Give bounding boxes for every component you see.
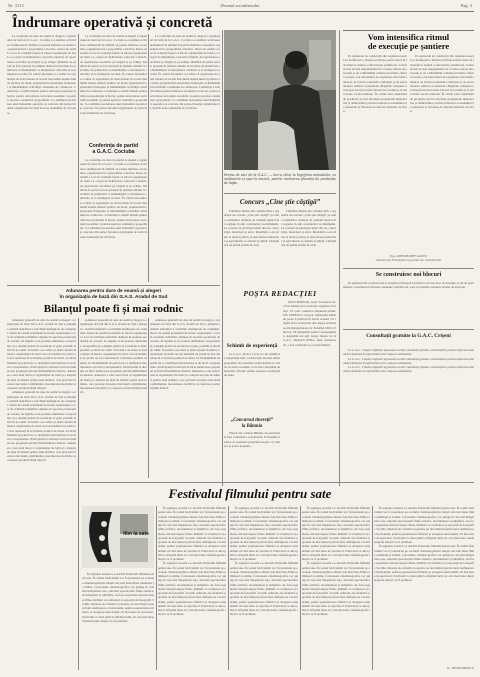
header-rule xyxy=(6,11,474,12)
article-body-music: Tinerii din comuna Bătania au participat la faza comunală a concursului. Formațiile artistice au prezentat programe bogate, cu cântece și jocuri populare. xyxy=(224,431,280,448)
column-rule xyxy=(78,318,79,670)
festival-poster xyxy=(82,506,154,568)
article-photo-farm xyxy=(224,30,336,170)
poster-text: film la sate xyxy=(123,531,149,537)
column-rule xyxy=(148,318,149,478)
article-body-contest-col2: Căminul cultural din comuna Șiria a organizat un concurs „Cine știe câștigă” pe tema realizărilor obținute de oamenii muncii din regiune în anii construcției socialismului. La concurs au participat tineri din sat, colectiviști, muncitori și elevi. Întrebările s-au referit la istoria patriei, la dezvoltarea industriei și agriculturii, la cultură și știință. Câștigătorii au primit premii în cărți. xyxy=(281,209,336,247)
article-body-balance-col1: Adunarea generală de dare de seamă și alegeri a organizației de bază din G.A.S. Aradul de Sud a prilejuit o analiză temeinică a activității desfășurate de comuniști. Darea de seamă prezentată de biroul organizației a scos în evidență realizările obținute în sporirea producției de cereale, de legume și de produse animaliere. Gospodăria și-a depășit planul de producție la grâu, porumb și sfeclă de zahăr. Totodată s-au arătat și unele lipsuri în munca organizației de bază: nu toți membrii de partid au fost antrenați în activitatea politică de masă, iar învățământul de partid nu s-a desfășurat întotdeauna la un nivel corespunzător. Participanții la discuții au făcut numeroase propuneri privind îmbunătățirea muncii. Adunarea a ales noul birou al organizației de bază și a adoptat un plan de măsuri pentru anul următor, care prevede folosirea mai bună a pământului, mecanizarea lucrărilor și creșterea productivității muncii. Adunarea generală de dare de seamă și alegeri a organizației de bază din G.A.S. Aradul de Sud a prilejuit o analiză temeinică a activității desfășurate de comuniști. Darea de seamă prezentată de biroul organizației a scos în evidență realizările obținute în sporirea producției de cereale, de legume și de produse animaliere. Gospodăria și-a depășit planul de producție la grâu, porumb și sfeclă de zahăr. Totodată s-au arătat și unele lipsuri în munca organizației de bază: nu toți membrii de partid au fost antrenați în activitatea politică de masă, iar învățământul de partid nu s-a desfășurat întotdeauna la un nivel corespunzător. Participanții la discuții au făcut numeroase propuneri privind îmbunătățirea muncii. Adunarea a ales noul birou al organizației de bază și a adoptat un plan de măsuri pentru anul următor, care prevede folosirea mai bună a pământului, mecanizarea lucrărilor și creșterea productivității muncii. xyxy=(7,318,76,463)
column-rule xyxy=(300,506,301,670)
section-rule xyxy=(224,193,336,194)
column-rule xyxy=(78,34,79,282)
section-rule xyxy=(80,482,474,483)
article-body-festival-col5: În regiunea noastră s-a deschis Festivalul filmului pentru sate. În cadrul festivalului vor fi prezentate pe ecranele cinematografelor sătești cele mai bune filme românești și străine. Caravanele cinematografice vor ajunge în cele mai îndepărtate sate, aducând spectatorilor filme artistice, documentare și științifice. Au fost organizate discuții despre filme, întâlniri cu realizatori și expoziții de fotografii. Secțiile culturale ale sfaturilor populare au luat măsuri pentru buna desfășurare a festivalului, pentru popularizarea filmelor și atragerea unui număr cât mai mare de spectatori. Festivalul va dura până la sfârșitul lunii, iar cele mai bune cinematografe sătești vor fi premiate. În regiunea noastră s-a deschis Festivalul filmului pentru sate. În cadrul festivalului vor fi prezentate pe ecranele cinematografelor sătești cele mai bune filme românești și străine. Caravanele cinematografice vor ajunge în cele mai îndepărtate sate, aducând spectatorilor filme artistice, documentare și științifice. Au fost organizate discuții despre filme, întâlniri cu realizatori și expoziții de fotografii. Secțiile culturale ale sfaturilor populare au luat măsuri pentru buna desfășurare a festivalului, pentru popularizarea filmelor și atragerea unui număr cât mai mare de spectatori. Festivalul va dura până la sfârșitul lunii, iar cele mai bune cinematografe sătești vor fi premiate. xyxy=(374,506,474,583)
article-body-balance-col3: Adunarea generală de dare de seamă și alegeri a organizației de bază din G.A.S. Aradul de Sud a prilejuit o analiză temeinică a activității desfășurate de comuniști. Darea de seamă prezentată de biroul organizației a scos în evidență realizările obținute în sporirea producției de cereale, de legume și de produse animaliere. Gospodăria și-a depășit planul de producție la grâu, porumb și sfeclă de zahăr. Totodată s-au arătat și unele lipsuri în munca organizației de bază: nu toți membrii de partid au fost antrenați în activitatea politică de masă, iar învățământul de partid nu s-a desfășurat întotdeauna la un nivel corespunzător. Participanții la discuții au făcut numeroase propuneri privind îmbunătățirea muncii. Adunarea a ales noul birou al organizației de bază și a adoptat un plan de măsuri pentru anul următor, care prevede folosirea mai bună a pământului, mecanizarea lucrărilor și creșterea productivității muncii. xyxy=(150,318,220,390)
article-body-construction-col1: Pe șantierele de construcții din regiunea noastră se desfășoară o intensă activitate pentru darea în folosință la termen a obiectivelor planificate. Constructorii au luat angajamentul de a reduce durata de execuție și de a îmbunătăți calitatea lucrărilor. Pentru aceasta s-au luat măsuri de organizare mai bună a muncii, de folosire rațională a utilajelor și de aprovizionare ritmică cu materiale. Brigăzile complexe au început lucrul la noile blocuri de locuințe și la obiectivele social-culturale. În cadrul unei consfătuiri de producție au fost discutate propunerile muncitorilor și tehnicienilor privind reducerea consumului de materiale și folosirea de metode înaintate de lucru. xyxy=(343,54,407,114)
article-title-contest: Concurs „Cine știe câștigă” xyxy=(239,198,321,206)
sidebar-title-conferinta: Conferința de partid a G.A.C. Cociuba xyxy=(88,143,139,155)
article-body-balance-col2: Adunarea generală de dare de seamă și alegeri a organizației de bază din G.A.S. Aradul de Sud a prilejuit o analiză temeinică a activității desfășurate de comuniști. Darea de seamă prezentată de biroul organizației a scos în evidență realizările obținute în sporirea producției de cereale, de legume și de produse animaliere. Gospodăria și-a depășit planul de producție la grâu, porumb și sfeclă de zahăr. Totodată s-au arătat și unele lipsuri în munca organizației de bază: nu toți membrii de partid au fost antrenați în activitatea politică de masă, iar învățământul de partid nu s-a desfășurat întotdeauna la un nivel corespunzător. Participanții la discuții au făcut numeroase propuneri privind îmbunătățirea muncii. Adunarea a ales noul birou al organizației de bază și a adoptat un plan de măsuri pentru anul următor, care prevede folosirea mai bună a pământului, mecanizarea lucrărilor și creșterea productivității muncii. xyxy=(80,318,147,395)
article-body-festival-col3: În regiunea noastră s-a deschis Festivalul filmului pentru sate. În cadrul festivalului vor fi prezentate pe ecranele cinematografelor sătești cele mai bune filme românești și străine. Caravanele cinematografice vor ajunge în cele mai îndepărtate sate, aducând spectatorilor filme artistice, documentare și științifice. Au fost organizate discuții despre filme, întâlniri cu realizatori și expoziții de fotografii. Secțiile culturale ale sfaturilor populare au luat măsuri pentru buna desfășurare a festivalului, pentru popularizarea filmelor și atragerea unui număr cât mai mare de spectatori. Festivalul va dura până la sfârșitul lunii, iar cele mai bune cinematografe sătești vor fi premiate. În regiunea noastră s-a deschis Festivalul filmului pentru sate. În cadrul festivalului vor fi prezentate pe ecranele cinematografelor sătești cele mai bune filme românești și străine. Caravanele cinematografice vor ajunge în cele mai îndepărtate sate, aducând spectatorilor filme artistice, documentare și științifice. Au fost organizate discuții despre filme, întâlniri cu realizatori și expoziții de fotografii. Secțiile culturale ale sfaturilor populare au luat măsuri pentru buna desfășurare a festivalului, pentru popularizarea filmelor și atragerea unui număr cât mai mare de spectatori. Festivalul va dura până la sfârșitul lunii, iar cele mai bune cinematografe sătești vor fi premiate. xyxy=(230,506,298,617)
article-headline-festival: Festivalul filmului pentru sate xyxy=(168,486,332,501)
article-title-consultatii: Consultații gratuite la G.A.C. Crișeni xyxy=(366,333,451,339)
column-rule xyxy=(222,30,223,486)
photo-caption: Ferma de vaci de la G.A.C. — lucru zilnic la îngrijirea animalelor, cu mulțumire și spor la muncă, pentru realizarea planului de producție de lapte. xyxy=(224,173,336,185)
article-title-experience: Schimb de experiență xyxy=(226,343,278,349)
film-reel-icon xyxy=(82,506,154,568)
column-rule xyxy=(339,30,340,486)
column-rule xyxy=(228,506,229,670)
section-rule xyxy=(7,285,220,286)
article-body-indrumare-col1: La conferința de dare de seamă și alegeri a organizației de bază de la G.A.C. Cociuba s-a analizat activitatea desfășurată în ultimul an pentru întărirea economico-organizatorică a gospodăriei colective. Darea de seamă a scos în evidență faptul că biroul organizației de bază s-a ocupat de îndrumarea concretă a muncii, de repartizarea sarcinilor pe brigăzi și pe echipe. Membrii de partid au fost prezenți în primele rânduri la lucrările de primăvară, la însămânțări, la întreținerea culturilor și la strângerea recoltei. În cadrul discuțiilor s-a arătat că organizația de bază trebuie să acorde mai multă atenție muncii politice de masă, popularizării experienței fruntașilor și îmbunătățirii activității consiliului de conducere. Conferința a stabilit măsuri pentru ridicarea producției la hectar, pentru dezvoltarea sectorului zootehnic și pentru sporirea veniturilor gospodăriei. S-a subliniat necesitatea unei îndrumări operative și concrete din partea biroului organizației de bază în toate domeniile de activitate. xyxy=(7,34,76,115)
section-rule xyxy=(343,329,474,330)
newspaper-name: Drumul socialismului xyxy=(220,3,260,8)
article-body-indrumare-col2: La conferința de dare de seamă și alegeri a organizației de bază de la G.A.C. Cociuba s-a analizat activitatea desfășurată în ultimul an pentru întărirea economico-organizatorică a gospodăriei colective. Darea de seamă a scos în evidență faptul că biroul organizației de bază s-a ocupat de îndrumarea concretă a muncii, de repartizarea sarcinilor pe brigăzi și pe echipe. Membrii de partid au fost prezenți în primele rânduri la lucrările de primăvară, la însămânțări, la întreținerea culturilor și la strângerea recoltei. În cadrul discuțiilor s-a arătat că organizația de bază trebuie să acorde mai multă atenție muncii politice de masă, popularizării experienței fruntașilor și îmbunătățirii activității consiliului de conducere. Conferința a stabilit măsuri pentru ridicarea producției la hectar, pentru dezvoltarea sectorului zootehnic și pentru sporirea veniturilor gospodăriei. S-a subliniat necesitatea unei îndrumări operative și concrete din partea biroului organizației de bază în toate domeniile de activitate. xyxy=(80,34,147,115)
construction-signature: Ing. GHEORGHE IANCU directorul Trustului regional de construcții xyxy=(375,254,442,262)
article-body-experience: La G.A.C. Pecica a avut loc un schimb de experiență între colectiviștii din mai multe gospodării ale raionului. Participanții au vizitat sectorul zootehnic și au luat cunoștință de metodele folosite pentru sporirea producției de lapte. xyxy=(224,352,280,378)
article-headline-indrumare: Îndrumare operativă și concretă xyxy=(12,15,213,31)
article-headline-balance: Bilanțul poate fi și mai rodnic xyxy=(43,303,184,315)
article-headline-construction: Vom intensifica ritmul de execuție pe șantiere xyxy=(367,32,450,51)
article-body-festival-col4: În regiunea noastră s-a deschis Festivalul filmului pentru sate. În cadrul festivalului vor fi prezentate pe ecranele cinematografelor sătești cele mai bune filme românești și străine. Caravanele cinematografice vor ajunge în cele mai îndepărtate sate, aducând spectatorilor filme artistice, documentare și științifice. Au fost organizate discuții despre filme, întâlniri cu realizatori și expoziții de fotografii. Secțiile culturale ale sfaturilor populare au luat măsuri pentru buna desfășurare a festivalului, pentru popularizarea filmelor și atragerea unui număr cât mai mare de spectatori. Festivalul va dura până la sfârșitul lunii, iar cele mai bune cinematografe sătești vor fi premiate. În regiunea noastră s-a deschis Festivalul filmului pentru sate. În cadrul festivalului vor fi prezentate pe ecranele cinematografelor sătești cele mai bune filme românești și străine. Caravanele cinematografice vor ajunge în cele mai îndepărtate sate, aducând spectatorilor filme artistice, documentare și științifice. Au fost organizate discuții despre filme, întâlniri cu realizatori și expoziții de fotografii. Secțiile culturale ale sfaturilor populare au luat măsuri pentru buna desfășurare a festivalului, pentru popularizarea filmelor și atragerea unui număr cât mai mare de spectatori. Festivalul va dura până la sfârșitul lunii, iar cele mai bune cinematografe sătești vor fi premiate. xyxy=(302,506,370,617)
article-title-music: „Concursul tinereții” la Bătania xyxy=(230,418,274,429)
column-rule xyxy=(372,506,373,670)
article-body-mailbox: IOAN BORSAN, Arad: Scrisoarea dv. a fost trimisă spre rezolvare organelor în drept. Vă vom comunica răspunsul primit. GH. POPESCU, Lipova: Materialul trimis nu poate fi publicat în forma actuală. Vă rugăm să ne scrieți mai des despre activitatea din întreprinderea dv. MARIA SAVU, Pâncota: Vă mulțumim pentru corespondență. Așteptăm noi știri despre munca de la G.A.C. TRAIAN ONEA, Ineu: Sesizarea dv. a fost verificată și s-au luat măsuri. xyxy=(283,300,336,347)
article-body-construction-col2: Pe șantierele de construcții din regiunea noastră se desfășoară o intensă activitate pentru darea în folosință la termen a obiectivelor planificate. Constructorii au luat angajamentul de a reduce durata de execuție și de a îmbunătăți calitatea lucrărilor. Pentru aceasta s-au luat măsuri de organizare mai bună a muncii, de folosire rațională a utilajelor și de aprovizionare ritmică cu materiale. Brigăzile complexe au început lucrul la noile blocuri de locuințe și la obiectivele social-culturale. În cadrul unei consfătuiri de producție au fost discutate propunerile muncitorilor și tehnicienilor privind reducerea consumului de materiale și folosirea de metode înaintate de lucru. xyxy=(410,54,474,114)
article-body-indrumare-col3: La conferința de dare de seamă și alegeri a organizației de bază de la G.A.C. Cociuba s-a analizat activitatea desfășurată în ultimul an pentru întărirea economico-organizatorică a gospodăriei colective. Darea de seamă a scos în evidență faptul că biroul organizației de bază s-a ocupat de îndrumarea concretă a muncii, de repartizarea sarcinilor pe brigăzi și pe echipe. Membrii de partid au fost prezenți în primele rânduri la lucrările de primăvară, la însămânțări, la întreținerea culturilor și la strângerea recoltei. În cadrul discuțiilor s-a arătat că organizația de bază trebuie să acorde mai multă atenție muncii politice de masă, popularizării experienței fruntașilor și îmbunătățirii activității consiliului de conducere. Conferința a stabilit măsuri pentru ridicarea producției la hectar, pentru dezvoltarea sectorului zootehnic și pentru sporirea veniturilor gospodăriei. S-a subliniat necesitatea unei îndrumări operative și concrete din partea biroului organizației de bază în toate domeniile de activitate. xyxy=(150,34,220,111)
column-rule xyxy=(148,34,149,282)
column-rule xyxy=(156,506,157,670)
article-body-festival-col2: În regiunea noastră s-a deschis Festivalul filmului pentru sate. În cadrul festivalului vor fi prezentate pe ecranele cinematografelor sătești cele mai bune filme românești și străine. Caravanele cinematografice vor ajunge în cele mai îndepărtate sate, aducând spectatorilor filme artistice, documentare și științifice. Au fost organizate discuții despre filme, întâlniri cu realizatori și expoziții de fotografii. Secțiile culturale ale sfaturilor populare au luat măsuri pentru buna desfășurare a festivalului, pentru popularizarea filmelor și atragerea unui număr cât mai mare de spectatori. Festivalul va dura până la sfârșitul lunii, iar cele mai bune cinematografe sătești vor fi premiate. În regiunea noastră s-a deschis Festivalul filmului pentru sate. În cadrul festivalului vor fi prezentate pe ecranele cinematografelor sătești cele mai bune filme românești și străine. Caravanele cinematografice vor ajunge în cele mai îndepărtate sate, aducând spectatorilor filme artistice, documentare și științifice. Au fost organizate discuții despre filme, întâlniri cu realizatori și expoziții de fotografii. Secțiile culturale ale sfaturilor populare au luat măsuri pentru buna desfășurare a festivalului, pentru popularizarea filmelor și atragerea unui număr cât mai mare de spectatori. Festivalul va dura până la sfârșitul lunii, iar cele mai bune cinematografe sătești vor fi premiate. xyxy=(158,506,226,617)
festival-signature: N. TEODORESCU xyxy=(446,666,474,670)
issue-number: Nr. 3113 xyxy=(8,3,24,8)
article-body-contest-col1: Căminul cultural din comuna Șiria a organizat un concurs „Cine știe câștigă” pe tema realizărilor obținute de oamenii muncii din regiune în anii construcției socialismului. La concurs au participat tineri din sat, colectiviști, muncitori și elevi. Întrebările s-au referit la istoria patriei, la dezvoltarea industriei și agriculturii, la cultură și știință. Câștigătorii au primit premii în cărți. xyxy=(224,209,279,247)
article-pretitle-balance: Adunarea pentru dare de seamă și alegeri în organizația de bază din G.A.S. Aradul de Sud xyxy=(59,289,168,300)
page-number: Pag. 3 xyxy=(460,3,472,8)
article-body-consultatii: La G.A.C. Crișeni, inginerii agronomi acordă consultații gratuite colectiviștilor privind aplicarea metodelor înaintate în agricultură și în creșterea animalelor. La G.A.C. Crișeni, inginerii agronomi acordă consultații gratuite colectiviștilor privind aplicarea metodelor înaintate în agricultură și în creșterea animalelor. La G.A.C. Crișeni, inginerii agronomi acordă consultații gratuite colectiviștilor privind aplicarea metodelor înaintate în agricultură și în creșterea animalelor. xyxy=(343,348,474,374)
article-body-blocks: Pe șantierul din cartierul nou al orașului au început lucrările la un nou bloc de locuințe cu 40 de apartamente. Constructorii folosesc elemente prefabricate, ceea ce permite scurtarea duratei de execuție. xyxy=(343,281,474,290)
article-title-blocks: Se construiesc noi blocuri xyxy=(375,272,442,278)
photo-figure-icon xyxy=(224,30,336,170)
article-body-festival-col1: În regiunea noastră s-a deschis Festivalul filmului pentru sate. În cadrul festivalului vor fi prezentate pe ecranele cinematografelor sătești cele mai bune filme românești și străine. Caravanele cinematografice vor ajunge în cele mai îndepărtate sate, aducând spectatorilor filme artistice, documentare și științifice. Au fost organizate discuții despre filme, întâlniri cu realizatori și expoziții de fotografii. Secțiile culturale ale sfaturilor populare au luat măsuri pentru buna desfășurare a festivalului, pentru popularizarea filmelor și atragerea unui număr cât mai mare de spectatori. Festivalul va dura până la sfârșitul lunii, iar cele mai bune cinematografe sătești vor fi premiate. xyxy=(82,572,154,623)
article-title-mailbox: POȘTA REDACȚIEI xyxy=(243,289,317,298)
section-rule xyxy=(343,268,474,269)
article-body-conferinta: La conferința de dare de seamă și alegeri a organizației de bază de la G.A.C. Cociuba s-a analizat activitatea desfășurată în ultimul an pentru întărirea economico-organizatorică a gospodăriei colective. Darea de seamă a scos în evidență faptul că biroul organizației de bază s-a ocupat de îndrumarea concretă a muncii, de repartizarea sarcinilor pe brigăzi și pe echipe. Membrii de partid au fost prezenți în primele rânduri la lucrările de primăvară, la însămânțări, la întreținerea culturilor și la strângerea recoltei. În cadrul discuțiilor s-a arătat că organizația de bază trebuie să acorde mai multă atenție muncii politice de masă, popularizării experienței fruntașilor și îmbunătățirii activității consiliului de conducere. Conferința a stabilit măsuri pentru ridicarea producției la hectar, pentru dezvoltarea sectorului zootehnic și pentru sporirea veniturilor gospodăriei. S-a subliniat necesitatea unei îndrumări operative și concrete din partea biroului organizației de bază în toate domeniile de activitate. xyxy=(80,158,147,239)
